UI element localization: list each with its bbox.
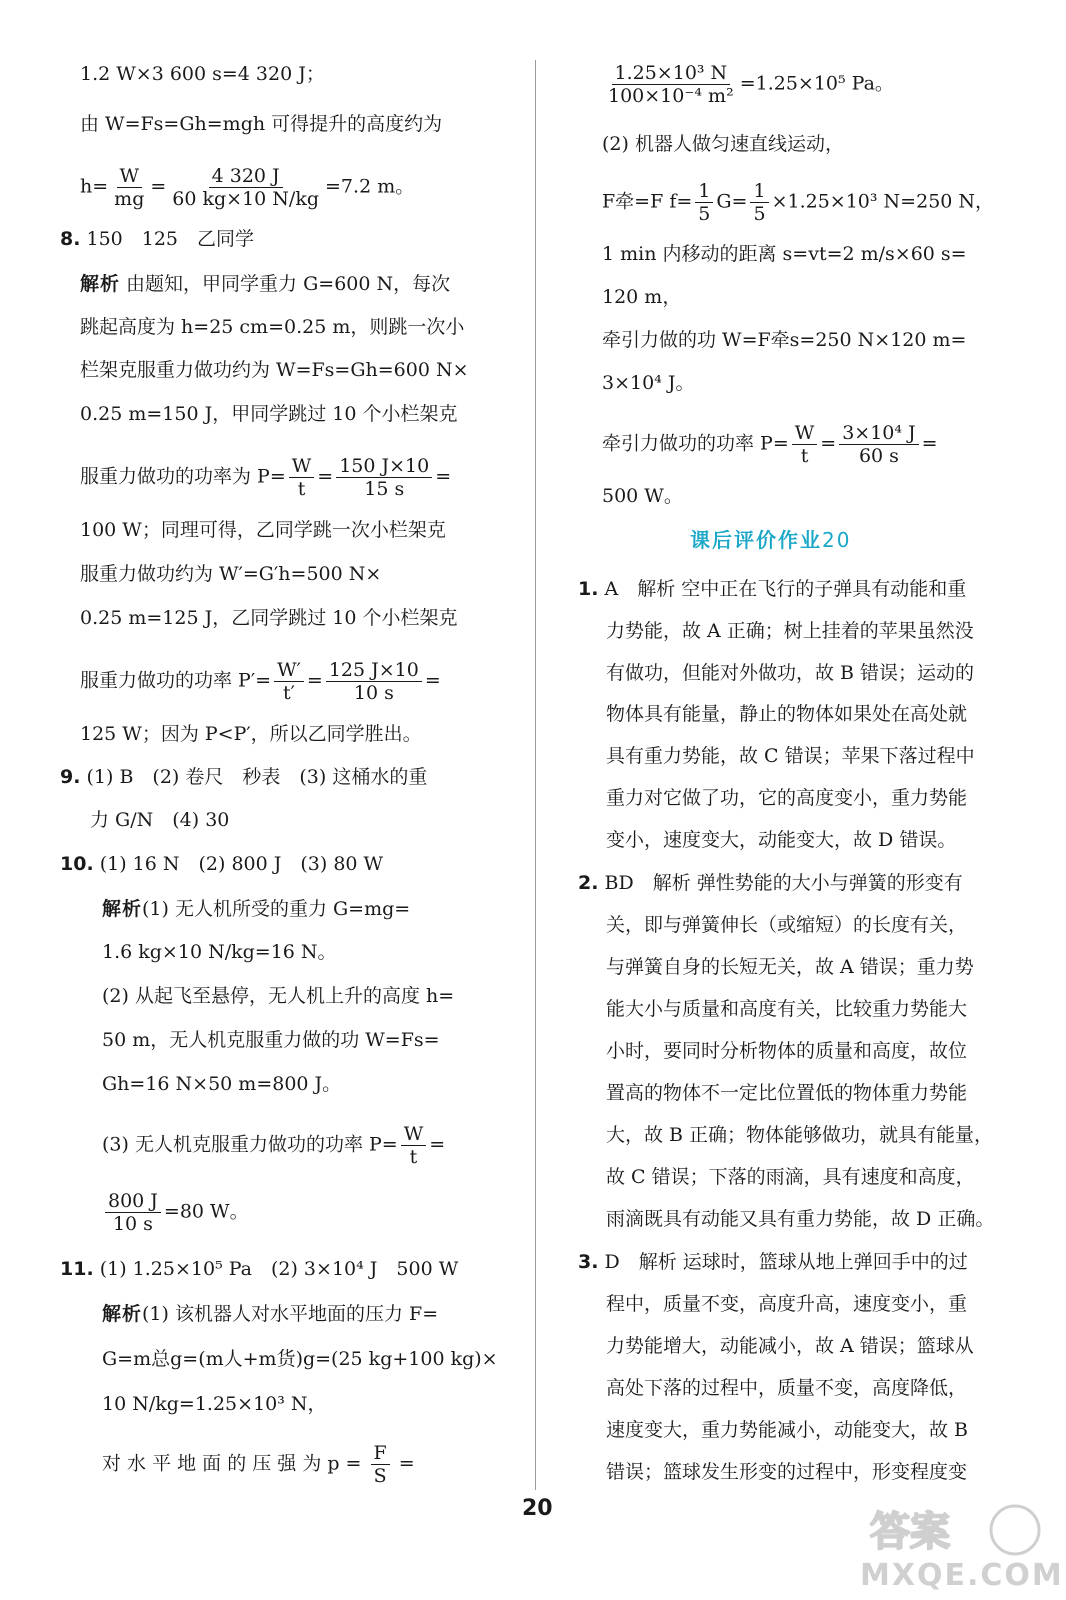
fraction-numerator: W bbox=[792, 422, 818, 445]
text-line bbox=[102, 938, 337, 966]
fraction-denominator: 10 s bbox=[112, 1213, 153, 1235]
text-line bbox=[606, 784, 967, 812]
line-text: 0.25 m=125 J，乙同学跳过 10 个小栏架克 bbox=[80, 607, 458, 629]
text-line bbox=[90, 806, 229, 834]
formula-suffix: ×1.25×10³ N=250 N， bbox=[771, 190, 995, 213]
formula-suffix: = bbox=[435, 465, 452, 488]
question-number: 10. bbox=[60, 853, 94, 875]
question-number: 9. bbox=[60, 766, 81, 788]
line-text: (1) 该机器人对水平地面的压力 F= bbox=[142, 1303, 439, 1325]
formula-suffix: = bbox=[921, 432, 938, 455]
text-line bbox=[102, 1345, 498, 1373]
line-text: Gh=16 N×50 m=800 J。 bbox=[102, 1073, 342, 1095]
formula-suffix: =7.2 m。 bbox=[325, 175, 415, 198]
line-text: 1.6 kg×10 N/kg=16 N。 bbox=[102, 941, 337, 963]
text-line bbox=[606, 1205, 994, 1233]
line-text: 变小，速度变大，动能变大，故 D 错误。 bbox=[606, 829, 957, 851]
fraction-numerator: W′ bbox=[274, 659, 304, 682]
question-number: 3. bbox=[578, 1251, 599, 1273]
section-heading-text: 课后评价作业 bbox=[690, 528, 822, 552]
line-text: (2) 机器人做匀速直线运动， bbox=[602, 133, 844, 155]
fraction-denominator: 100×10⁻⁴ m² bbox=[608, 85, 734, 107]
line-text: 服重力做功约为 W′=G′h=500 N× bbox=[80, 563, 382, 585]
text-line bbox=[80, 455, 451, 500]
analysis-label: 解析 bbox=[80, 273, 121, 295]
answer-text: BD 解析 弹性势能的大小与弹簧的形变有 bbox=[598, 872, 963, 894]
formula-suffix: = bbox=[392, 1452, 415, 1475]
line-text: 3×10⁴ J。 bbox=[602, 372, 695, 394]
watermark-site: MXQE.COM bbox=[860, 1558, 1064, 1593]
fraction bbox=[792, 422, 818, 467]
text-line bbox=[606, 700, 967, 728]
fraction-numerator: W bbox=[401, 1123, 427, 1146]
fraction-numerator: 1.25×10³ N bbox=[612, 62, 731, 85]
fraction-denominator: 60 s bbox=[858, 445, 899, 467]
text-line bbox=[80, 356, 469, 384]
fraction bbox=[750, 180, 768, 225]
text-line bbox=[602, 326, 966, 354]
text-line bbox=[102, 1190, 249, 1235]
line-text: 具有重力势能，故 C 错误；苹果下落过程中 bbox=[606, 745, 975, 767]
text-line bbox=[80, 720, 422, 748]
analysis-label: 解析 bbox=[102, 1303, 143, 1325]
line-text: 由题知，甲同学重力 G=600 N，每次 bbox=[120, 273, 451, 295]
formula-mid: = bbox=[150, 175, 167, 198]
text-line bbox=[102, 1300, 438, 1328]
section-heading bbox=[690, 524, 851, 553]
line-text: 能大小与质量和高度有关，比较重力势能大 bbox=[606, 998, 968, 1020]
text-line bbox=[606, 742, 975, 770]
text-line bbox=[602, 130, 844, 158]
line-text: 1.2 W×3 600 s=4 320 J； bbox=[80, 63, 325, 85]
text-line bbox=[602, 422, 938, 467]
text-line bbox=[606, 659, 974, 687]
text-line bbox=[80, 270, 450, 298]
text-line bbox=[102, 1026, 440, 1054]
fraction bbox=[695, 180, 713, 225]
text-line bbox=[102, 1390, 327, 1418]
text-line bbox=[602, 62, 894, 107]
line-text: 雨滴既具有动能又具有重力势能，故 D 正确。 bbox=[606, 1208, 995, 1230]
text-line bbox=[578, 575, 966, 603]
line-text: 栏架克服重力做功约为 W=Fs=Gh=600 N× bbox=[80, 359, 469, 381]
text-line bbox=[80, 165, 414, 210]
line-text: (2) 从起飞至悬停，无人机上升的高度 h= bbox=[102, 985, 455, 1007]
answer-text: D 解析 运球时，篮球从地上弹回手中的过 bbox=[598, 1251, 968, 1273]
line-text: 120 m， bbox=[602, 286, 682, 308]
fraction bbox=[839, 422, 918, 467]
fraction-denominator: 15 s bbox=[364, 478, 405, 500]
text-line bbox=[602, 283, 681, 311]
line-text: 100 W；同理可得，乙同学跳一次小栏架克 bbox=[80, 519, 446, 541]
fraction bbox=[401, 1123, 427, 1168]
line-text: 故 C 错误；下落的雨滴，具有速度和高度， bbox=[606, 1166, 975, 1188]
fraction-numerator: 1 bbox=[750, 180, 768, 203]
text-line bbox=[80, 659, 441, 704]
text-line bbox=[80, 400, 457, 428]
text-line bbox=[102, 1442, 415, 1487]
text-line bbox=[60, 225, 254, 253]
answer-text: (1) 1.25×10⁵ Pa (2) 3×10⁴ J 500 W bbox=[93, 1258, 459, 1280]
fraction-denominator: mg bbox=[114, 188, 145, 210]
watermark-seal-icon bbox=[850, 1500, 1050, 1560]
fraction bbox=[605, 62, 737, 107]
text-line bbox=[102, 895, 410, 923]
line-text: 小时，要同时分析物体的质量和高度，故位 bbox=[606, 1040, 968, 1062]
formula-suffix: =80 W。 bbox=[163, 1200, 249, 1223]
formula-prefix: 服重力做功的功率 P′= bbox=[80, 669, 272, 692]
fraction-numerator: 1 bbox=[695, 180, 713, 203]
formula-mid: = bbox=[317, 465, 334, 488]
column-divider bbox=[535, 60, 536, 1490]
line-text: 大，故 B 正确；物体能够做功，就具有能量， bbox=[606, 1124, 994, 1146]
fraction-numerator: F bbox=[371, 1442, 390, 1465]
text-line bbox=[102, 1070, 341, 1098]
line-text: 错误；篮球发生形变的过程中，形变程度变 bbox=[606, 1461, 968, 1483]
section-heading-number: 20 bbox=[822, 528, 852, 552]
text-line bbox=[606, 911, 967, 939]
fraction bbox=[289, 455, 315, 500]
text-line bbox=[102, 982, 454, 1010]
line-text: 10 N/kg=1.25×10³ N， bbox=[102, 1393, 327, 1415]
text-line bbox=[602, 240, 967, 268]
text-line bbox=[578, 869, 963, 897]
answer-text: (1) B (2) 卷尺 秒表 (3) 这桶水的重 bbox=[80, 766, 428, 788]
text-line bbox=[606, 1374, 967, 1402]
fraction-numerator: 800 J bbox=[105, 1190, 161, 1213]
line-text: 速度变大，重力势能减小，动能变大，故 B bbox=[606, 1419, 969, 1441]
fraction bbox=[274, 659, 304, 704]
fraction bbox=[371, 1442, 390, 1487]
line-text: 力势能，故 A 正确；树上挂着的苹果虽然没 bbox=[606, 620, 974, 642]
text-line bbox=[60, 763, 427, 791]
text-line bbox=[606, 1458, 967, 1486]
fraction-denominator: 5 bbox=[753, 203, 766, 225]
text-line bbox=[80, 313, 464, 341]
text-line bbox=[606, 1121, 993, 1149]
text-line bbox=[60, 1255, 458, 1283]
fraction bbox=[169, 165, 322, 210]
line-text: 与弹簧自身的长短无关，故 A 错误；重力势 bbox=[606, 956, 974, 978]
fraction bbox=[111, 165, 147, 210]
fraction-denominator: t bbox=[800, 445, 809, 467]
page-number: 20 bbox=[522, 1496, 553, 1521]
line-text: 有做功，但能对外做功，故 B 错误；运动的 bbox=[606, 662, 975, 684]
line-text: 500 W。 bbox=[602, 485, 683, 507]
fraction-denominator: t′ bbox=[283, 682, 295, 704]
answer-text: 150 125 乙同学 bbox=[80, 228, 255, 250]
fraction bbox=[105, 1190, 161, 1235]
fraction bbox=[326, 659, 422, 704]
formula-prefix: 牵引力做功的功率 P= bbox=[602, 432, 789, 455]
question-number: 8. bbox=[60, 228, 81, 250]
formula-mid: = bbox=[306, 669, 323, 692]
line-text: 关，即与弹簧伸长（或缩短）的长度有关， bbox=[606, 914, 968, 936]
fraction bbox=[336, 455, 432, 500]
fraction-numerator: 3×10⁴ J bbox=[839, 422, 918, 445]
formula-suffix: = bbox=[424, 669, 441, 692]
line-text: 跳起高度为 h=25 cm=0.25 m，则跳一次小 bbox=[80, 316, 465, 338]
text-line bbox=[606, 826, 956, 854]
text-line bbox=[606, 1332, 974, 1360]
text-line bbox=[60, 850, 383, 878]
line-text: 牵引力做的功 W=F牵s=250 N×120 m= bbox=[602, 329, 967, 351]
formula-mid: G= bbox=[716, 190, 748, 213]
line-text: G=m总g=(m人+m货)g=(25 kg+100 kg)× bbox=[102, 1348, 498, 1370]
text-line bbox=[606, 1163, 975, 1191]
fraction-denominator: 60 kg×10 N/kg bbox=[172, 188, 320, 210]
line-text: 力 G/N (4) 30 bbox=[90, 809, 230, 831]
fraction-denominator: t bbox=[297, 478, 306, 500]
line-text: 50 m，无人机克服重力做的功 W=Fs= bbox=[102, 1029, 440, 1051]
watermark-logo bbox=[850, 1500, 1064, 1595]
text-line bbox=[606, 995, 967, 1023]
text-line bbox=[80, 60, 325, 88]
formula-prefix: F牵=F f= bbox=[602, 190, 693, 213]
text-line bbox=[80, 516, 446, 544]
fraction-denominator: 10 s bbox=[353, 682, 394, 704]
formula-suffix: = bbox=[429, 1133, 446, 1156]
text-line bbox=[80, 560, 381, 588]
formula-prefix: 服重力做功的功率为 P= bbox=[80, 465, 286, 488]
text-line bbox=[606, 617, 974, 645]
text-line bbox=[606, 1079, 967, 1107]
line-text: 高处下落的过程中，质量不变，高度降低， bbox=[606, 1377, 968, 1399]
text-line bbox=[606, 953, 974, 981]
fraction-denominator: 5 bbox=[698, 203, 711, 225]
formula-mid: = bbox=[820, 432, 837, 455]
formula-prefix: (3) 无人机克服重力做功的功率 P= bbox=[102, 1133, 398, 1156]
line-text: (1) 无人机所受的重力 G=mg= bbox=[142, 898, 411, 920]
text-line bbox=[602, 369, 694, 397]
text-line bbox=[606, 1037, 967, 1065]
text-line bbox=[80, 604, 457, 632]
fraction-numerator: W bbox=[117, 165, 143, 188]
text-line bbox=[602, 482, 683, 510]
question-number: 2. bbox=[578, 872, 599, 894]
formula-suffix: =1.25×10⁵ Pa。 bbox=[739, 72, 894, 95]
line-text: 125 W；因为 P<P′，所以乙同学胜出。 bbox=[80, 723, 422, 745]
text-line bbox=[578, 1248, 968, 1276]
fraction-numerator: 4 320 J bbox=[209, 165, 283, 188]
text-line bbox=[606, 1416, 968, 1444]
fraction-numerator: 150 J×10 bbox=[336, 455, 432, 478]
fraction-denominator: S bbox=[373, 1465, 387, 1487]
line-text: 0.25 m=150 J，甲同学跳过 10 个小栏架克 bbox=[80, 403, 458, 425]
text-line bbox=[80, 110, 442, 138]
formula-prefix: 对 水 平 地 面 的 压 强 为 p = bbox=[102, 1452, 368, 1475]
line-text: 力势能增大，动能减小，故 A 错误；篮球从 bbox=[606, 1335, 974, 1357]
line-text: 置高的物体不一定比位置低的物体重力势能 bbox=[606, 1082, 968, 1104]
line-text: 1 min 内移动的距离 s=vt=2 m/s×60 s= bbox=[602, 243, 967, 265]
fraction-denominator: t bbox=[409, 1146, 418, 1168]
line-text: 由 W=Fs=Gh=mgh 可得提升的高度约为 bbox=[80, 113, 443, 135]
text-line bbox=[602, 180, 994, 225]
line-text: 重力对它做了功，它的高度变小，重力势能 bbox=[606, 787, 968, 809]
svg-text:答案: 答案 bbox=[870, 1509, 950, 1555]
analysis-label: 解析 bbox=[102, 898, 143, 920]
fraction-numerator: W bbox=[289, 455, 315, 478]
formula-prefix: h= bbox=[80, 175, 109, 198]
question-number: 1. bbox=[578, 578, 599, 600]
line-text: 物体具有能量，静止的物体如果处在高处就 bbox=[606, 703, 968, 725]
text-line bbox=[606, 1290, 967, 1318]
answer-text: (1) 16 N (2) 800 J (3) 80 W bbox=[93, 853, 384, 875]
question-number: 11. bbox=[60, 1258, 94, 1280]
fraction-numerator: 125 J×10 bbox=[326, 659, 422, 682]
answer-text: A 解析 空中正在飞行的子弹具有动能和重 bbox=[598, 578, 967, 600]
line-text: 程中，质量不变，高度升高，速度变小，重 bbox=[606, 1293, 968, 1315]
text-line bbox=[102, 1123, 445, 1168]
